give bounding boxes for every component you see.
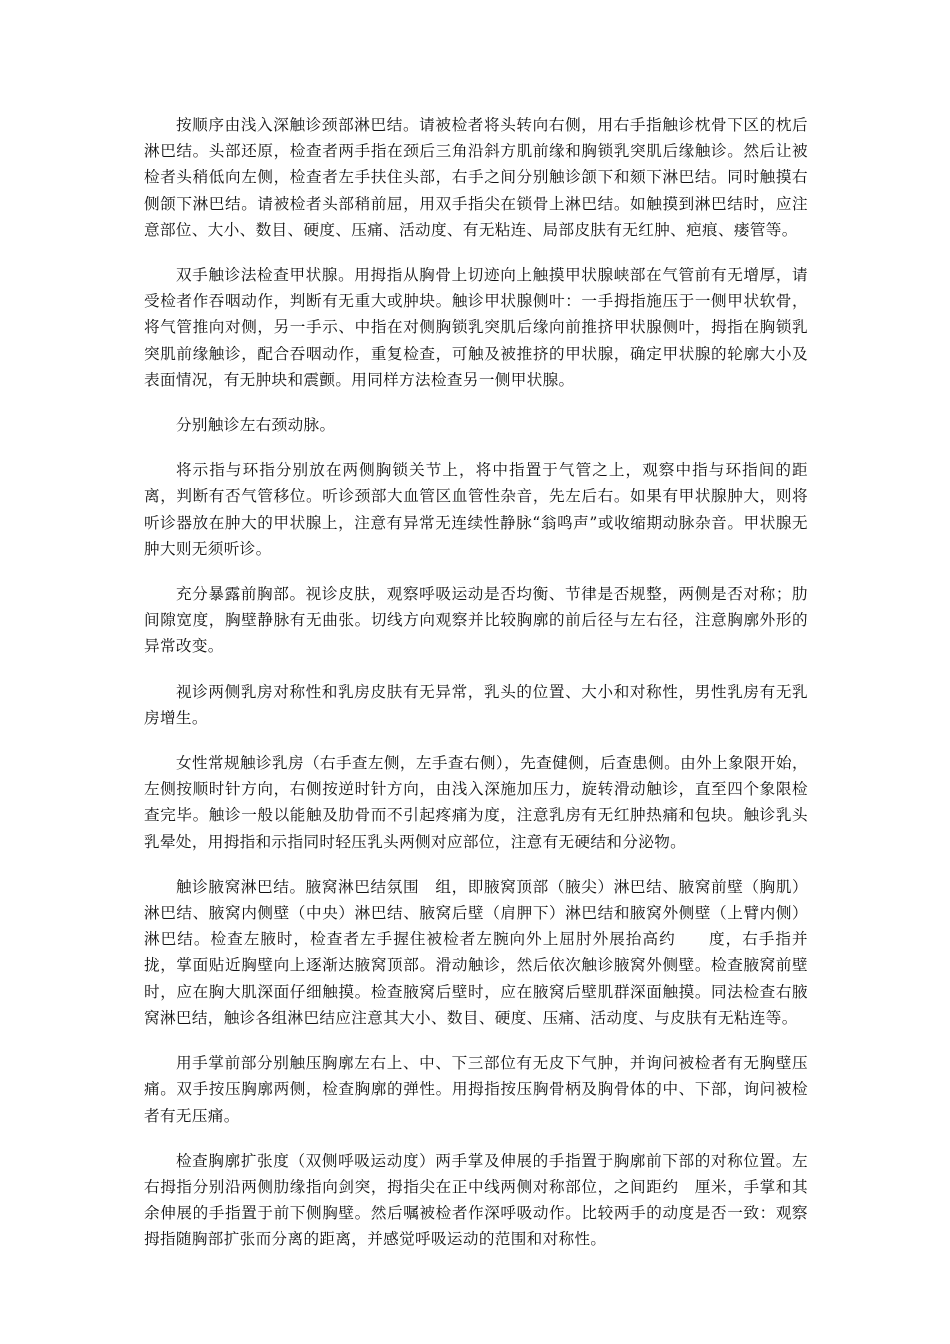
paragraph-thyroid-palpation: 双手触诊法检查甲状腺。用拇指从胸骨上切迹向上触摸甲状腺峡部在气管前有无增厚，请受检者作吞咽动作，判断有无重大或肿块。触诊甲状腺侧叶：一手拇指施压于一侧甲状软骨，将气管推向对侧，另一手示、中指在对侧胸锁乳突肌后缘向前推挤甲状腺侧叶，拇指在胸锁乳突肌前缘触诊，配合吞咽动作，重复检查，可触及被推挤的甲状腺，确定甲状腺的轮廓大小及表面情况，有无肿块和震颤。用同样方法检查另一侧甲状腺。 xyxy=(144,266,808,389)
paragraph-breast-palpation: 女性常规触诊乳房（右手查左侧，左手查右侧），先查健侧，后查患侧。由外上象限开始，左侧按顺时针方向，右侧按逆时针方向，由浅入深施加压力，旋转滑动触诊，直至四个象限检查完毕。触诊一般以能触及肋骨而不引起疼痛为度，注意乳房有无红肿热痛和包块。触诊乳头乳晕处，用拇指和示指同时轻压乳头两侧对应部位，注意有无硬结和分泌物。 xyxy=(144,754,808,851)
paragraph-breast-inspection: 视诊两侧乳房对称性和乳房皮肤有无异常，乳头的位置、大小和对称性，男性乳房有无乳房增生。 xyxy=(144,682,808,727)
paragraph-chest-wall-palpation: 用手掌前部分别触压胸廓左右上、中、下三部位有无皮下气肿，并询问被检者有无胸壁压痛。双手按压胸廓两侧，检查胸廓的弹性。用拇指按压胸骨柄及胸骨体的中、下部，询问被检者有无压痛。 xyxy=(144,1054,808,1125)
paragraph-chest-inspection: 充分暴露前胸部。视诊皮肤，观察呼吸运动是否均衡、节律是否规整，两侧是否对称；肋间隙宽度，胸壁静脉有无曲张。切线方向观察并比较胸廓的前后径与左右径，注意胸廓外形的异常改变。 xyxy=(144,585,808,656)
paragraph-axillary-lymph-nodes: 触诊腋窝淋巴结。腋窝淋巴结氛围 组，即腋窝顶部（腋尖）淋巴结、腋窝前壁（胸肌）淋巴结、腋窝内侧壁（中央）淋巴结、腋窝后壁（肩胛下）淋巴结和腋窝外侧壁（上臂内侧）淋巴结。检查左腋时，检查者左手握住被检者左腕向外上屈肘外展抬高约 度，右手指并拢，掌面贴近胸壁向上逐渐达腋窝顶部。滑动触诊，然后依次触诊腋窝外侧壁。检查腋窝前壁时，应在胸大肌深面仔细触摸。检查腋窝后壁时，应在腋窝后壁肌群深面触摸。同法检查右腋窝淋巴结，触诊各组淋巴结应注意其大小、数目、硬度、压痛、活动度、与皮肤有无粘连等。 xyxy=(144,877,808,1027)
paragraph-trachea-auscultation: 将示指与环指分别放在两侧胸锁关节上，将中指置于气管之上，观察中指与环指间的距离，判断有否气管移位。听诊颈部大血管区血管性杂音，先左后右。如果有甲状腺肿大，则将听诊器放在肿大的甲状腺上，注意有异常无连续性静脉“翁鸣声”或收缩期动脉杂音。甲状腺无肿大则无须听诊。 xyxy=(144,461,808,558)
document-body xyxy=(144,112,808,1272)
paragraph-neck-lymph-nodes: 按顺序由浅入深触诊颈部淋巴结。请被检者将头转向右侧，用右手指触诊枕骨下区的枕后淋巴结。头部还原，检查者两手指在颈后三角沿斜方肌前缘和胸锁乳突肌后缘触诊。然后让被检者头稍低向左侧，检查者左手扶住头部，右手之间分别触诊颌下和颏下淋巴结。同时触摸右侧颌下淋巴结。请被检者头部稍前屈，用双手指尖在锁骨上淋巴结。如触摸到淋巴结时，应注意部位、大小、数目、硬度、压痛、活动度、有无粘连、局部皮肤有无红肿、疤痕、瘘管等。 xyxy=(144,116,808,239)
paragraph-chest-expansion: 检查胸廓扩张度（双侧呼吸运动度）两手掌及伸展的手指置于胸廓前下部的对称位置。左右拇指分别沿两侧肋缘指向剑突，拇指尖在正中线两侧对称部位，之间距约 厘米，手掌和其余伸展的手指置于前下侧胸壁。然后嘱被检者作深呼吸动作。比较两手的动度是否一致：观察拇指随胸部扩张而分离的距离，并感觉呼吸运动的范围和对称性。 xyxy=(144,1151,808,1249)
paragraph-carotid-palpation: 分别触诊左右颈动脉。 xyxy=(175,416,336,435)
